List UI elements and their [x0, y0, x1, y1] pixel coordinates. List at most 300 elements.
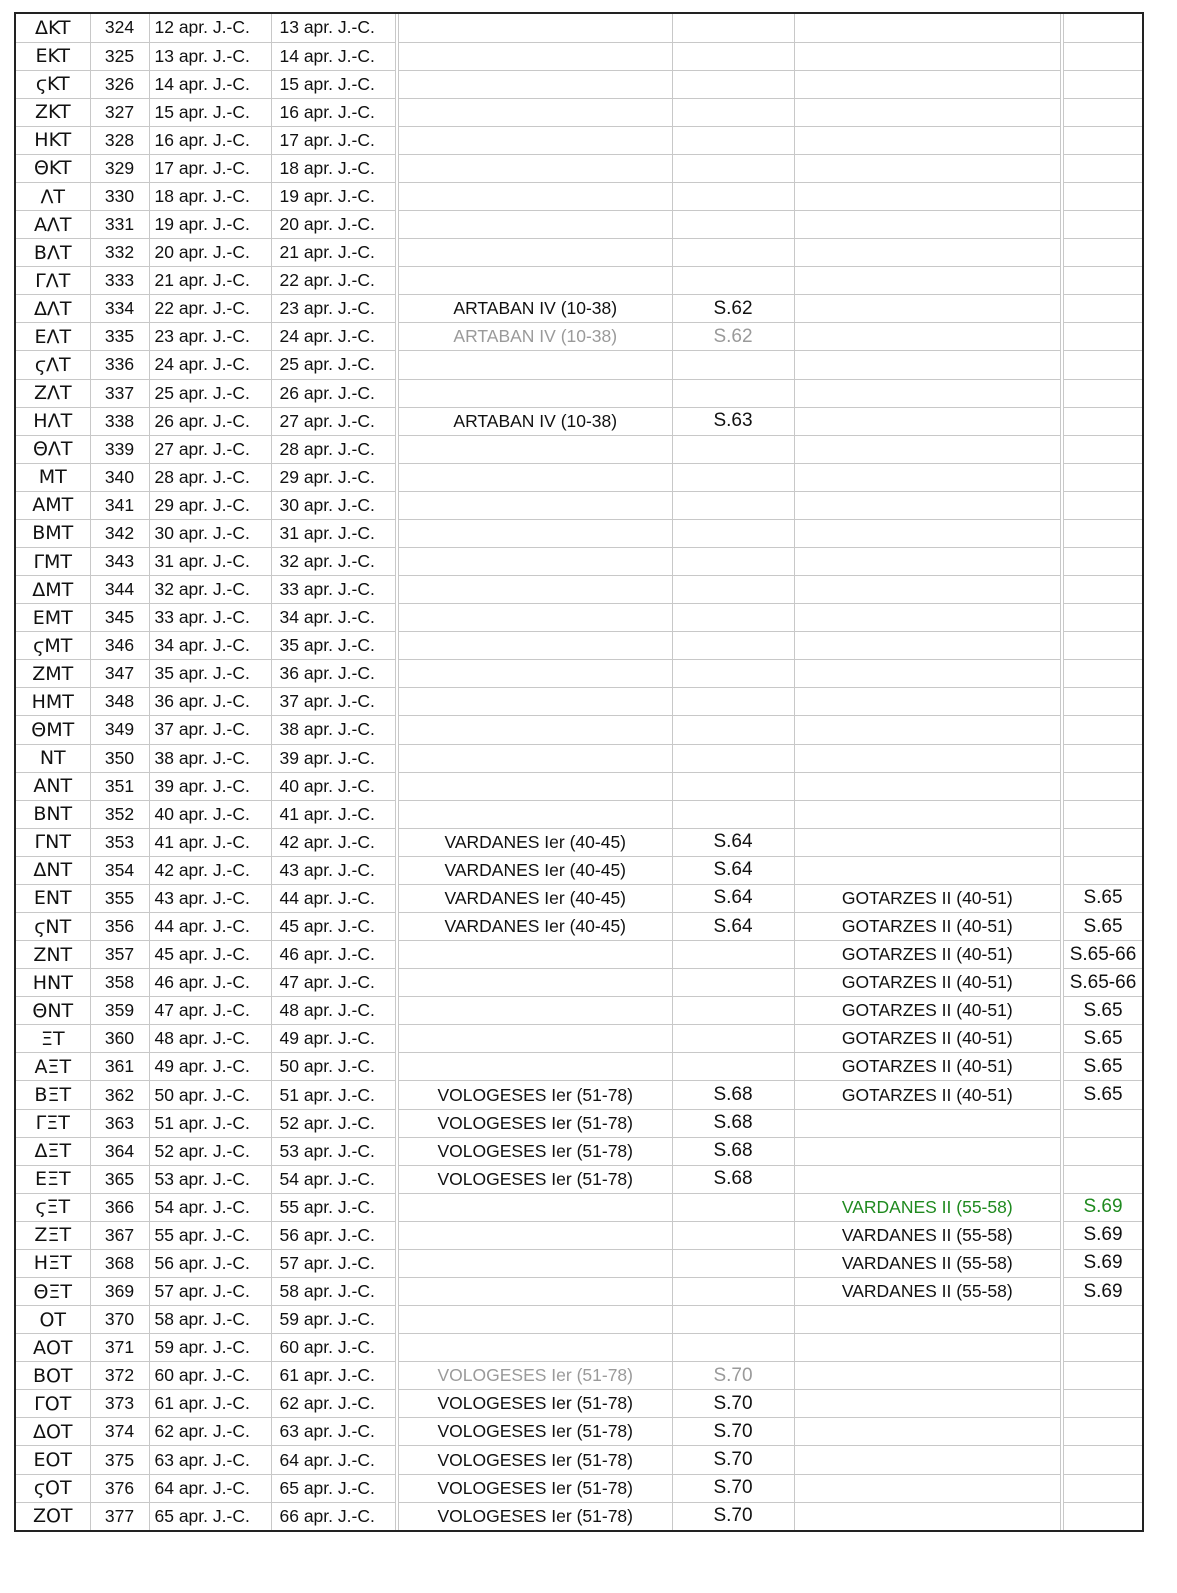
king-cell	[397, 98, 672, 126]
year-number-cell: 329	[90, 154, 149, 182]
start-date-cell: 17 apr. J.-C.	[149, 154, 271, 182]
reference-cell	[672, 1306, 794, 1334]
start-date-cell: 37 apr. J.-C.	[149, 716, 271, 744]
second-king-cell	[794, 98, 1062, 126]
reference-cell: S.64	[672, 913, 794, 941]
second-reference-cell	[1062, 70, 1142, 98]
end-date-cell: 41 apr. J.-C.	[271, 800, 397, 828]
second-reference-cell	[1062, 856, 1142, 884]
greek-numeral-cell: ZΟT	[16, 1502, 90, 1530]
reference-cell	[672, 211, 794, 239]
end-date-cell: 20 apr. J.-C.	[271, 211, 397, 239]
end-date-cell: 14 apr. J.-C.	[271, 42, 397, 70]
end-date-cell: 44 apr. J.-C.	[271, 884, 397, 912]
second-king-cell	[794, 154, 1062, 182]
greek-numeral-cell: ϛΟT	[16, 1474, 90, 1502]
table-row	[16, 632, 1142, 660]
start-date-cell: 18 apr. J.-C.	[149, 182, 271, 210]
king-cell	[397, 744, 672, 772]
king-cell	[397, 1053, 672, 1081]
second-reference-cell	[1062, 1137, 1142, 1165]
end-date-cell: 18 apr. J.-C.	[271, 154, 397, 182]
greek-numeral-cell: NT	[16, 744, 90, 772]
reference-cell: S.64	[672, 828, 794, 856]
second-king-cell	[794, 744, 1062, 772]
year-number-cell: 358	[90, 969, 149, 997]
table-row	[16, 800, 1142, 828]
start-date-cell: 15 apr. J.-C.	[149, 98, 271, 126]
greek-numeral-cell: ΔNT	[16, 856, 90, 884]
king-cell	[397, 1334, 672, 1362]
king-cell: VOLOGESES Ier (51-78)	[397, 1137, 672, 1165]
second-reference-cell: S.65	[1062, 884, 1142, 912]
second-king-cell	[794, 772, 1062, 800]
greek-numeral-cell: ϛΛT	[16, 351, 90, 379]
second-king-cell: GOTARZES II (40-51)	[794, 913, 1062, 941]
greek-numeral-cell: ΘKT	[16, 154, 90, 182]
greek-numeral-cell: ϛΞT	[16, 1193, 90, 1221]
greek-numeral-cell: BMT	[16, 519, 90, 547]
end-date-cell: 45 apr. J.-C.	[271, 913, 397, 941]
second-king-cell	[794, 239, 1062, 267]
greek-numeral-cell: ϛKT	[16, 70, 90, 98]
king-cell	[397, 463, 672, 491]
start-date-cell: 16 apr. J.-C.	[149, 126, 271, 154]
king-cell	[397, 14, 672, 42]
end-date-cell: 59 apr. J.-C.	[271, 1306, 397, 1334]
second-reference-cell	[1062, 14, 1142, 42]
year-number-cell: 360	[90, 1025, 149, 1053]
start-date-cell: 23 apr. J.-C.	[149, 323, 271, 351]
king-cell: ARTABAN IV (10-38)	[397, 295, 672, 323]
reference-cell	[672, 1334, 794, 1362]
end-date-cell: 46 apr. J.-C.	[271, 941, 397, 969]
second-king-cell	[794, 1502, 1062, 1530]
end-date-cell: 26 apr. J.-C.	[271, 379, 397, 407]
king-cell: VARDANES Ier (40-45)	[397, 828, 672, 856]
second-king-cell	[794, 856, 1062, 884]
greek-numeral-cell: ZNT	[16, 941, 90, 969]
king-cell	[397, 969, 672, 997]
end-date-cell: 28 apr. J.-C.	[271, 435, 397, 463]
king-cell	[397, 239, 672, 267]
reference-cell: S.70	[672, 1390, 794, 1418]
end-date-cell: 54 apr. J.-C.	[271, 1165, 397, 1193]
start-date-cell: 53 apr. J.-C.	[149, 1165, 271, 1193]
second-reference-cell	[1062, 1446, 1142, 1474]
start-date-cell: 61 apr. J.-C.	[149, 1390, 271, 1418]
greek-numeral-cell: ΔMT	[16, 576, 90, 604]
second-reference-cell	[1062, 1502, 1142, 1530]
table-row	[16, 856, 1142, 884]
greek-numeral-cell: ΛT	[16, 182, 90, 210]
year-number-cell: 343	[90, 547, 149, 575]
table-row	[16, 182, 1142, 210]
start-date-cell: 32 apr. J.-C.	[149, 576, 271, 604]
table-row	[16, 1418, 1142, 1446]
end-date-cell: 32 apr. J.-C.	[271, 547, 397, 575]
table-row	[16, 913, 1142, 941]
table-row	[16, 14, 1142, 42]
year-number-cell: 376	[90, 1474, 149, 1502]
second-king-cell	[794, 1390, 1062, 1418]
year-number-cell: 377	[90, 1502, 149, 1530]
second-reference-cell	[1062, 576, 1142, 604]
year-number-cell: 336	[90, 351, 149, 379]
year-number-cell: 355	[90, 884, 149, 912]
table-row	[16, 1306, 1142, 1334]
table-row	[16, 744, 1142, 772]
greek-numeral-cell: BNT	[16, 800, 90, 828]
reference-cell	[672, 997, 794, 1025]
reference-cell: S.62	[672, 323, 794, 351]
second-king-cell	[794, 1446, 1062, 1474]
second-king-cell: GOTARZES II (40-51)	[794, 969, 1062, 997]
table-row	[16, 828, 1142, 856]
greek-numeral-cell: ENT	[16, 884, 90, 912]
king-cell	[397, 576, 672, 604]
table-row	[16, 1053, 1142, 1081]
second-reference-cell	[1062, 463, 1142, 491]
king-cell: VARDANES Ier (40-45)	[397, 913, 672, 941]
second-king-cell	[794, 688, 1062, 716]
second-reference-cell	[1062, 182, 1142, 210]
second-reference-cell	[1062, 98, 1142, 126]
king-cell	[397, 182, 672, 210]
table-row	[16, 1249, 1142, 1277]
year-number-cell: 352	[90, 800, 149, 828]
reference-cell	[672, 1249, 794, 1277]
table-row	[16, 1390, 1142, 1418]
greek-numeral-cell: HMT	[16, 688, 90, 716]
second-reference-cell	[1062, 547, 1142, 575]
reference-cell	[672, 716, 794, 744]
start-date-cell: 19 apr. J.-C.	[149, 211, 271, 239]
table-row	[16, 604, 1142, 632]
start-date-cell: 14 apr. J.-C.	[149, 70, 271, 98]
greek-numeral-cell: HKT	[16, 126, 90, 154]
end-date-cell: 56 apr. J.-C.	[271, 1221, 397, 1249]
greek-numeral-cell: ZKT	[16, 98, 90, 126]
second-king-cell	[794, 1334, 1062, 1362]
table-row	[16, 407, 1142, 435]
greek-numeral-cell: AΟT	[16, 1334, 90, 1362]
year-number-cell: 371	[90, 1334, 149, 1362]
reference-cell: S.68	[672, 1165, 794, 1193]
reference-cell	[672, 42, 794, 70]
second-reference-cell	[1062, 295, 1142, 323]
second-king-cell: VARDANES II (55-58)	[794, 1249, 1062, 1277]
start-date-cell: 12 apr. J.-C.	[149, 14, 271, 42]
second-king-cell	[794, 211, 1062, 239]
second-reference-cell: S.69	[1062, 1193, 1142, 1221]
king-cell	[397, 632, 672, 660]
second-reference-cell	[1062, 1334, 1142, 1362]
greek-numeral-cell: AΞT	[16, 1053, 90, 1081]
end-date-cell: 60 apr. J.-C.	[271, 1334, 397, 1362]
start-date-cell: 44 apr. J.-C.	[149, 913, 271, 941]
second-king-cell: GOTARZES II (40-51)	[794, 997, 1062, 1025]
start-date-cell: 51 apr. J.-C.	[149, 1109, 271, 1137]
table-row	[16, 351, 1142, 379]
table-row	[16, 211, 1142, 239]
reference-cell: S.68	[672, 1081, 794, 1109]
greek-numeral-cell: ΓΛT	[16, 267, 90, 295]
start-date-cell: 43 apr. J.-C.	[149, 884, 271, 912]
start-date-cell: 27 apr. J.-C.	[149, 435, 271, 463]
second-king-cell	[794, 576, 1062, 604]
greek-numeral-cell: BΛT	[16, 239, 90, 267]
start-date-cell: 48 apr. J.-C.	[149, 1025, 271, 1053]
year-number-cell: 356	[90, 913, 149, 941]
table-row	[16, 941, 1142, 969]
second-reference-cell	[1062, 632, 1142, 660]
start-date-cell: 38 apr. J.-C.	[149, 744, 271, 772]
end-date-cell: 66 apr. J.-C.	[271, 1502, 397, 1530]
table-row	[16, 1334, 1142, 1362]
second-king-cell	[794, 435, 1062, 463]
end-date-cell: 38 apr. J.-C.	[271, 716, 397, 744]
year-number-cell: 359	[90, 997, 149, 1025]
start-date-cell: 26 apr. J.-C.	[149, 407, 271, 435]
greek-numeral-cell: BΟT	[16, 1362, 90, 1390]
greek-numeral-cell: BΞT	[16, 1081, 90, 1109]
year-number-cell: 342	[90, 519, 149, 547]
reference-cell	[672, 1025, 794, 1053]
start-date-cell: 50 apr. J.-C.	[149, 1081, 271, 1109]
reference-cell	[672, 519, 794, 547]
king-cell	[397, 491, 672, 519]
reference-cell	[672, 126, 794, 154]
year-number-cell: 349	[90, 716, 149, 744]
king-cell	[397, 716, 672, 744]
second-king-cell	[794, 604, 1062, 632]
reference-cell: S.70	[672, 1502, 794, 1530]
second-reference-cell	[1062, 772, 1142, 800]
second-reference-cell: S.65	[1062, 1025, 1142, 1053]
greek-numeral-cell: ZΛT	[16, 379, 90, 407]
greek-numeral-cell: ΘΞT	[16, 1278, 90, 1306]
reference-cell	[672, 239, 794, 267]
second-king-cell	[794, 1474, 1062, 1502]
king-cell	[397, 379, 672, 407]
second-king-cell	[794, 407, 1062, 435]
second-reference-cell	[1062, 126, 1142, 154]
year-number-cell: 365	[90, 1165, 149, 1193]
reference-cell	[672, 491, 794, 519]
start-date-cell: 56 apr. J.-C.	[149, 1249, 271, 1277]
greek-numeral-cell: EΟT	[16, 1446, 90, 1474]
start-date-cell: 64 apr. J.-C.	[149, 1474, 271, 1502]
year-number-cell: 369	[90, 1278, 149, 1306]
second-king-cell	[794, 295, 1062, 323]
end-date-cell: 31 apr. J.-C.	[271, 519, 397, 547]
king-cell	[397, 70, 672, 98]
table-row	[16, 1193, 1142, 1221]
king-cell: ARTABAN IV (10-38)	[397, 323, 672, 351]
greek-numeral-cell: ΟT	[16, 1306, 90, 1334]
table-row	[16, 239, 1142, 267]
greek-numeral-cell: ΘNT	[16, 997, 90, 1025]
year-number-cell: 339	[90, 435, 149, 463]
second-reference-cell	[1062, 435, 1142, 463]
start-date-cell: 25 apr. J.-C.	[149, 379, 271, 407]
start-date-cell: 59 apr. J.-C.	[149, 1334, 271, 1362]
table-row	[16, 1362, 1142, 1390]
king-cell	[397, 211, 672, 239]
year-number-cell: 363	[90, 1109, 149, 1137]
second-king-cell	[794, 70, 1062, 98]
second-reference-cell	[1062, 744, 1142, 772]
second-reference-cell: S.65	[1062, 1053, 1142, 1081]
greek-numeral-cell: AΛT	[16, 211, 90, 239]
reference-cell: S.64	[672, 856, 794, 884]
greek-numeral-cell: MT	[16, 463, 90, 491]
king-cell	[397, 435, 672, 463]
year-number-cell: 372	[90, 1362, 149, 1390]
reference-cell: S.70	[672, 1362, 794, 1390]
greek-numeral-cell: ΔΞT	[16, 1137, 90, 1165]
greek-numeral-cell: AMT	[16, 491, 90, 519]
start-date-cell: 34 apr. J.-C.	[149, 632, 271, 660]
second-king-cell	[794, 519, 1062, 547]
king-cell	[397, 1221, 672, 1249]
reference-cell	[672, 70, 794, 98]
table-row	[16, 1025, 1142, 1053]
greek-numeral-cell: HΞT	[16, 1249, 90, 1277]
second-reference-cell: S.65-66	[1062, 941, 1142, 969]
second-king-cell	[794, 1109, 1062, 1137]
table-row	[16, 519, 1142, 547]
end-date-cell: 47 apr. J.-C.	[271, 969, 397, 997]
table-body	[16, 14, 1142, 1530]
year-number-cell: 357	[90, 941, 149, 969]
reference-cell: S.70	[672, 1474, 794, 1502]
year-number-cell: 345	[90, 604, 149, 632]
table-row	[16, 1165, 1142, 1193]
second-reference-cell	[1062, 239, 1142, 267]
end-date-cell: 15 apr. J.-C.	[271, 70, 397, 98]
greek-numeral-cell: ANT	[16, 772, 90, 800]
second-reference-cell	[1062, 660, 1142, 688]
greek-numeral-cell: ΞT	[16, 1025, 90, 1053]
year-number-cell: 348	[90, 688, 149, 716]
table-row	[16, 547, 1142, 575]
greek-numeral-cell: ΓNT	[16, 828, 90, 856]
second-king-cell	[794, 323, 1062, 351]
second-king-cell: VARDANES II (55-58)	[794, 1193, 1062, 1221]
king-cell	[397, 604, 672, 632]
second-king-cell	[794, 1137, 1062, 1165]
second-king-cell: VARDANES II (55-58)	[794, 1221, 1062, 1249]
table-row	[16, 1137, 1142, 1165]
second-king-cell	[794, 632, 1062, 660]
king-cell	[397, 1278, 672, 1306]
table-row	[16, 42, 1142, 70]
start-date-cell: 42 apr. J.-C.	[149, 856, 271, 884]
second-king-cell	[794, 716, 1062, 744]
second-king-cell	[794, 1418, 1062, 1446]
start-date-cell: 13 apr. J.-C.	[149, 42, 271, 70]
second-king-cell	[794, 800, 1062, 828]
year-number-cell: 364	[90, 1137, 149, 1165]
greek-numeral-cell: ΔKT	[16, 14, 90, 42]
year-number-cell: 325	[90, 42, 149, 70]
reference-cell	[672, 660, 794, 688]
second-reference-cell	[1062, 211, 1142, 239]
end-date-cell: 23 apr. J.-C.	[271, 295, 397, 323]
second-reference-cell: S.69	[1062, 1221, 1142, 1249]
start-date-cell: 39 apr. J.-C.	[149, 772, 271, 800]
reference-cell	[672, 435, 794, 463]
end-date-cell: 16 apr. J.-C.	[271, 98, 397, 126]
reference-cell: S.70	[672, 1418, 794, 1446]
reference-cell	[672, 351, 794, 379]
table-row	[16, 1109, 1142, 1137]
year-number-cell: 344	[90, 576, 149, 604]
year-number-cell: 335	[90, 323, 149, 351]
reference-cell	[672, 604, 794, 632]
end-date-cell: 51 apr. J.-C.	[271, 1081, 397, 1109]
greek-numeral-cell: EKT	[16, 42, 90, 70]
table-row	[16, 660, 1142, 688]
end-date-cell: 37 apr. J.-C.	[271, 688, 397, 716]
reference-cell	[672, 1278, 794, 1306]
greek-numeral-cell: HΛT	[16, 407, 90, 435]
king-cell: VOLOGESES Ier (51-78)	[397, 1109, 672, 1137]
end-date-cell: 27 apr. J.-C.	[271, 407, 397, 435]
second-king-cell	[794, 547, 1062, 575]
second-reference-cell	[1062, 716, 1142, 744]
end-date-cell: 65 apr. J.-C.	[271, 1474, 397, 1502]
second-reference-cell	[1062, 1390, 1142, 1418]
reference-cell	[672, 154, 794, 182]
start-date-cell: 20 apr. J.-C.	[149, 239, 271, 267]
second-reference-cell	[1062, 1165, 1142, 1193]
end-date-cell: 61 apr. J.-C.	[271, 1362, 397, 1390]
year-number-cell: 337	[90, 379, 149, 407]
greek-numeral-cell: ΓΞT	[16, 1109, 90, 1137]
second-king-cell: GOTARZES II (40-51)	[794, 884, 1062, 912]
king-cell	[397, 1193, 672, 1221]
end-date-cell: 57 apr. J.-C.	[271, 1249, 397, 1277]
greek-numeral-cell: ϛMT	[16, 632, 90, 660]
second-king-cell: GOTARZES II (40-51)	[794, 1025, 1062, 1053]
king-cell: VOLOGESES Ier (51-78)	[397, 1362, 672, 1390]
table-row	[16, 267, 1142, 295]
end-date-cell: 19 apr. J.-C.	[271, 182, 397, 210]
end-date-cell: 39 apr. J.-C.	[271, 744, 397, 772]
second-reference-cell	[1062, 1418, 1142, 1446]
end-date-cell: 63 apr. J.-C.	[271, 1418, 397, 1446]
start-date-cell: 52 apr. J.-C.	[149, 1137, 271, 1165]
second-reference-cell	[1062, 519, 1142, 547]
end-date-cell: 35 apr. J.-C.	[271, 632, 397, 660]
year-number-cell: 353	[90, 828, 149, 856]
king-cell	[397, 267, 672, 295]
reference-cell: S.68	[672, 1137, 794, 1165]
reference-cell	[672, 1221, 794, 1249]
table-row	[16, 576, 1142, 604]
reference-cell	[672, 379, 794, 407]
year-number-cell: 340	[90, 463, 149, 491]
year-number-cell: 326	[90, 70, 149, 98]
king-cell: VOLOGESES Ier (51-78)	[397, 1390, 672, 1418]
start-date-cell: 60 apr. J.-C.	[149, 1362, 271, 1390]
table-row	[16, 295, 1142, 323]
king-cell: VARDANES Ier (40-45)	[397, 884, 672, 912]
reference-cell	[672, 969, 794, 997]
